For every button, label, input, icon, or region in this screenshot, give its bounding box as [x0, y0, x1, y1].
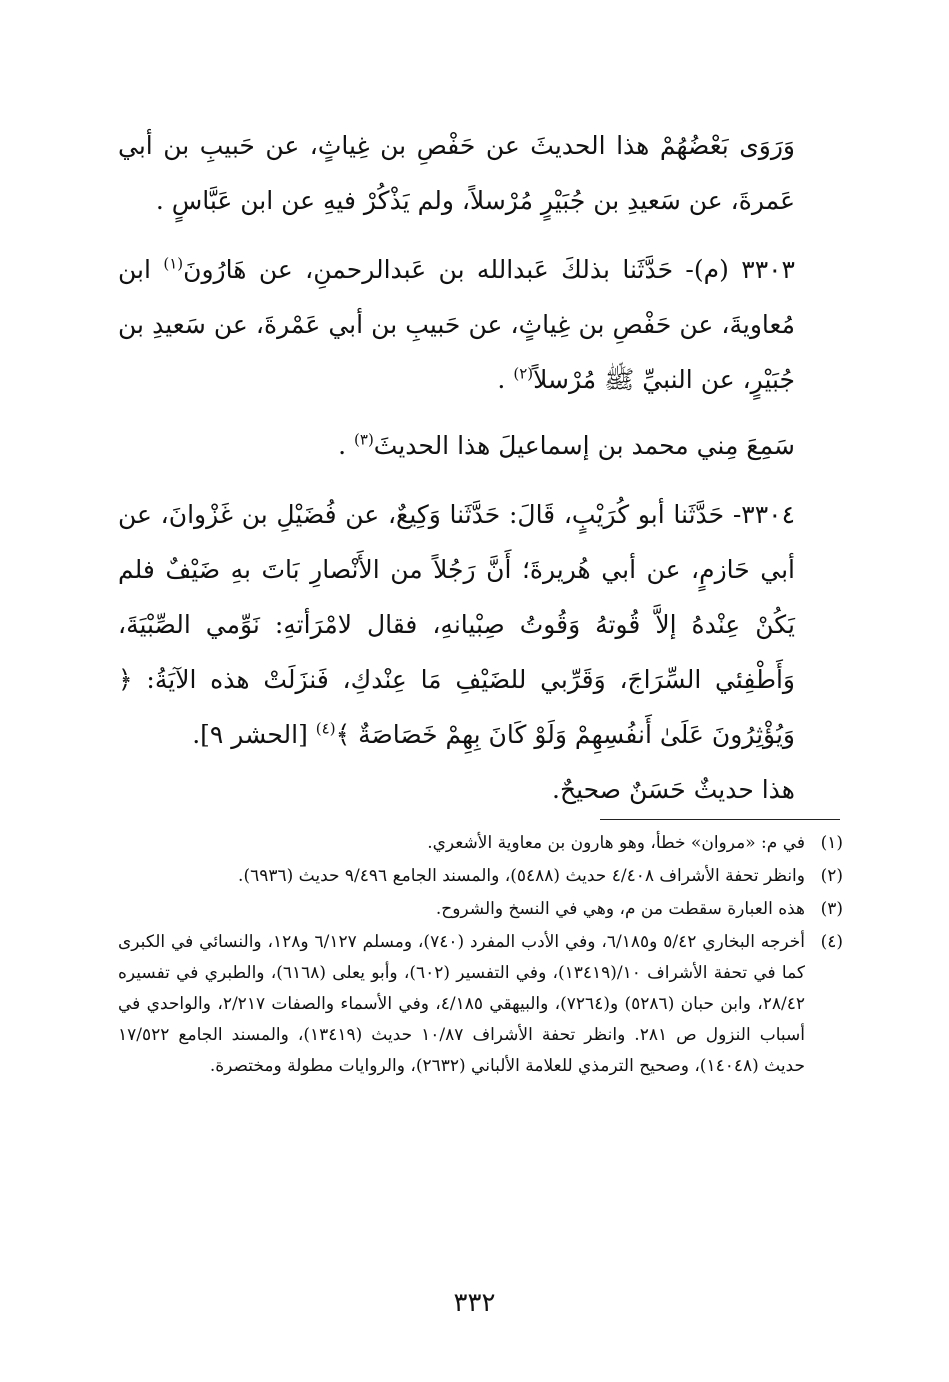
paragraph-grading: [118, 762, 843, 817]
footnote-ref-4[interactable]: (٤): [315, 719, 336, 738]
paragraph-hadith-3303: [118, 242, 843, 407]
paragraph-hadith-3304: [118, 487, 843, 762]
footnote-divider: [600, 819, 840, 820]
paragraph-text: ٣٣٠٣ (م)- حَدَّثَنا بذلكَ عَبدالله بن عَبدالرحمنِ، عن هَارُونَ: [183, 255, 795, 284]
footnote-item: [118, 861, 843, 892]
footnote-text: هذه العبارة سقطت من م، وهي في النسخ والشروح.: [435, 899, 805, 919]
footnote-number: (٤): [820, 932, 843, 952]
footnote-text: أخرجه البخاري ٥/٤٢ و٦/١٨٥، وفي الأدب المفرد (٧٤٠)، ومسلم ٦/١٢٧ و١٢٨، والنسائي في الكبرى كما في تحفة الأشراف ١٠/(١٣٤١٩)، وفي التفسير (٦٠٢)، وأبو يعلى (٦١٦٨)، والطبري في تفسيره ٢٨/٤٢، وابن حبان (٥٢٨٦) و(٧٢٦٤)، والبيهقي ٤/١٨٥، وفي الأسماء والصفات ٢/٢١٧، والواحدي في أسباب النزول ص ٢٨١. وانظر تحفة الأشراف ١٠/٨٧ حديث (١٣٤١٩)، والمسند الجامع ١٧/٥٢٢ حديث (١٤٠٤٨)، وصحيح الترمذي للعلامة الألباني (٢٦٣٢)، والروايات مطولة ومختصرة.: [118, 932, 806, 1076]
paragraph-narration: [118, 118, 843, 228]
footnote-text: وانظر تحفة الأشراف ٤/٤٠٨ حديث (٥٤٨٨)، والمسند الجامع ٩/٤٩٦ حديث (٦٩٣٦).: [238, 866, 805, 886]
footnotes-section: [118, 828, 843, 1084]
footnote-item: [118, 828, 843, 859]
footnote-ref-2[interactable]: (٢): [513, 364, 534, 383]
paragraph-text: وَرَوَى بَعْضُهُمْ هذا الحديثَ عن حَفْصِ بن غِياثٍ، عن حَبيبِ بن أبي عَمرةَ، عن سَعيدِ بن جُبَيْرٍ مُرْسلاً، ولم يَذْكُرْ فيهِ عن ابن عَبَّاسٍ .: [118, 131, 795, 215]
paragraph-text: سَمِعَ مِني محمد بن إسماعيلَ هذا الحديثَ: [373, 431, 795, 460]
paragraph-end: [الحشر ٩].: [192, 720, 316, 749]
footnote-number: (٣): [820, 899, 843, 919]
paragraph-end: .: [497, 365, 514, 394]
page-number: ٣٣٢: [453, 1288, 496, 1318]
footnote-number: (٢): [820, 866, 843, 886]
footnote-item: [118, 894, 843, 925]
paragraph-text: ٣٣٠٤- حَدَّثَنا أبو كُرَيْبٍ، قَالَ: حَدَّثَنا وَكِيعٌ، عن فُضَيْلِ بن غَزْوانَ، عن أبي حَازمٍ، عن أبي هُريرةَ؛ أَنَّ رَجُلاً من الأَنْصارِ بَاتَ بهِ ضَيْفٌ فلم يَكُنْ عِنْدهُ إلاَّ قُوتهُ وَقُوتُ صِبْيانهِ، فقال لامْرَأتهِ: نَوِّمي الصِّبْيَةَ، وَأَطْفِئي السِّرَاجَ، وَقَرِّبي للضَيْفِ مَا عِنْدكِ، فَنزَلَتْ هذه الآيَةُ: ﴿ وَيُؤْثِرُونَ عَلَىٰ أَنفُسِهِمْ وَلَوْ كَانَ بِهِمْ خَصَاصَةٌ ﴾: [118, 500, 795, 749]
footnote-ref-3[interactable]: (٣): [354, 430, 374, 449]
paragraph-text: هذا حديثٌ حَسَنٌ صحيحٌ.: [552, 775, 795, 804]
footnote-number: (١): [820, 833, 843, 853]
paragraph-text-cont: ابن مُعاويةَ، عن حَفْصِ بن غِياثٍ، عن حَبيبِ بن أبي عَمْرةَ، عن سَعيدِ بن جُبَيْرٍ، عن النبيِّ ﷺ مُرْسلاً: [118, 255, 795, 394]
paragraph-sami: [118, 418, 843, 473]
footnote-text: في م: «مروان» خطأ، وهو هارون بن معاوية الأشعري.: [427, 833, 805, 853]
footnote-ref-1[interactable]: (١): [163, 254, 184, 273]
footnote-item: [118, 927, 843, 1082]
paragraph-end: .: [338, 431, 355, 460]
